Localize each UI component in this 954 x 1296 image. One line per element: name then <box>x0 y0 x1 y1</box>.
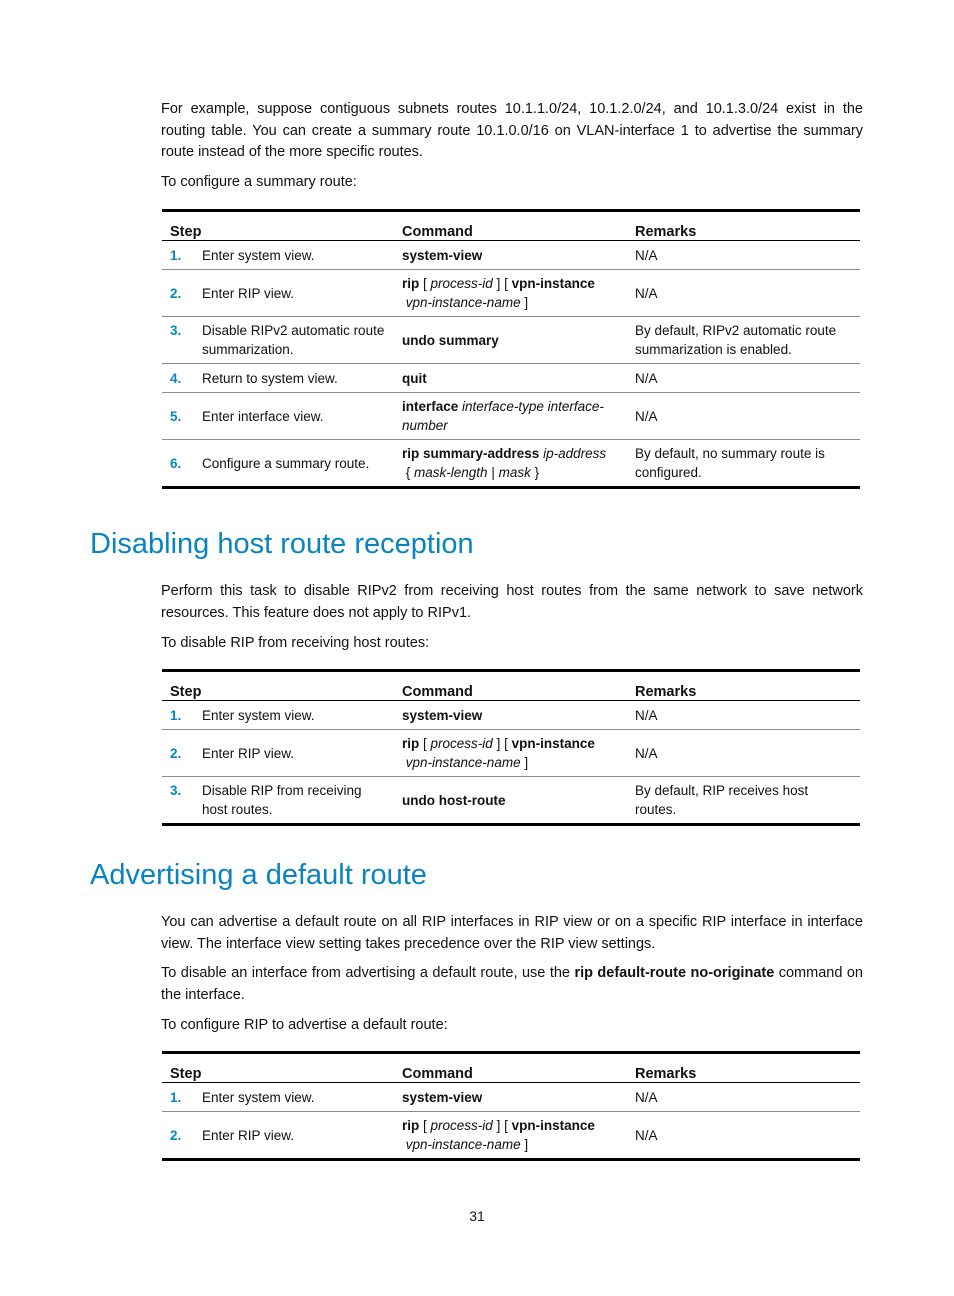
page-number: 31 <box>469 1208 485 1224</box>
command-keyword: system-view <box>402 247 483 263</box>
step-number: 1. <box>170 707 182 723</box>
command-argument: vpn-instance-name <box>405 1137 521 1152</box>
step-text: Enter system view. <box>202 1089 315 1105</box>
step-text: Enter system view. <box>202 247 315 263</box>
step-number: 4. <box>170 370 182 386</box>
command-cell <box>394 241 627 270</box>
header-command: Command <box>402 684 473 700</box>
command-keyword: interface <box>402 399 459 414</box>
command-syntax: ] [ <box>492 1118 512 1133</box>
command-argument: mask <box>498 465 531 480</box>
command-syntax: ] <box>520 295 529 310</box>
step-number: 2. <box>170 285 182 301</box>
command-syntax: ] <box>520 1137 529 1152</box>
section-title-default-route: Advertising a default route <box>90 859 427 891</box>
step-number: 3. <box>170 323 182 338</box>
remarks-cell: By default, RIPv2 automatic route summarization is enabled. <box>635 323 837 357</box>
command-argument: mask-length <box>414 465 488 480</box>
table-row <box>162 364 860 393</box>
remarks-cell: N/A <box>635 285 658 301</box>
intro-lead-paragraph: To configure a summary route: <box>161 174 357 190</box>
section-title-host-route: Disabling host route reception <box>90 528 474 560</box>
command-syntax: [ <box>419 276 431 291</box>
remarks-cell: By default, RIP receives host routes. <box>635 783 809 817</box>
command-syntax: [ <box>419 1118 431 1133</box>
command-syntax: } <box>530 465 540 480</box>
table-row <box>162 777 860 825</box>
command-argument: ip-address <box>543 446 607 461</box>
remarks-cell: N/A <box>635 1089 658 1105</box>
table-row <box>162 1083 860 1112</box>
command-cell <box>394 393 627 440</box>
command-keyword: undo host-route <box>402 792 506 808</box>
step-cell <box>162 241 394 270</box>
command-cell <box>394 1112 627 1160</box>
step-text: Disable RIP from receiving host routes. <box>202 783 362 817</box>
summary-route-table <box>162 209 860 489</box>
default-route-table <box>162 1051 860 1161</box>
command-syntax: ] <box>520 755 529 770</box>
command-argument: interface-type interface-number <box>402 399 604 433</box>
step-cell <box>162 730 394 777</box>
step-text: Disable RIPv2 automatic route summarization. <box>202 323 385 357</box>
step-cell <box>162 270 394 317</box>
command-keyword: vpn-instance <box>511 736 595 751</box>
header-remarks: Remarks <box>635 224 697 240</box>
step-number: 1. <box>170 247 182 263</box>
command-cell <box>394 364 627 393</box>
host-route-paragraph: Perform this task to disable RIPv2 from receiving host routes from the same network to save network resources. This feature does not apply to RIPv1. <box>161 583 863 621</box>
step-cell <box>162 364 394 393</box>
command-argument: process-id <box>430 1118 493 1133</box>
step-cell <box>162 393 394 440</box>
table-row <box>162 393 860 440</box>
step-number: 1. <box>170 1089 182 1105</box>
command-syntax: [ <box>419 736 431 751</box>
command-keyword: rip <box>402 736 420 751</box>
command-keyword: system-view <box>402 1089 483 1105</box>
table-row <box>162 270 860 317</box>
command-cell <box>394 270 627 317</box>
para2-pre: To disable an interface from advertising a default route, use the <box>161 965 575 981</box>
default-route-lead: To configure RIP to advertise a default route: <box>161 1017 448 1033</box>
para2-command: rip default-route no-originate <box>574 965 775 981</box>
command-keyword: undo summary <box>402 332 499 348</box>
remarks-cell: N/A <box>635 707 658 723</box>
default-route-paragraph: You can advertise a default route on all RIP interfaces in RIP view or on a specific RIP interface in interface view. The interface view setting takes precedence over the RIP view settings. <box>161 914 863 952</box>
command-argument: vpn-instance-name <box>405 295 521 310</box>
intro-example-paragraph: For example, suppose contiguous subnets routes 10.1.1.0/24, 10.1.2.0/24, and 10.1.3.0/24 exist in the routing table. You can create a summary route 10.1.0.0/16 on VLAN-interface 1 to advertise the summary route instead of the more specific routes. <box>161 101 863 160</box>
table-row <box>162 701 860 730</box>
remarks-cell: N/A <box>635 370 658 386</box>
header-remarks: Remarks <box>635 1066 697 1082</box>
header-remarks: Remarks <box>635 684 697 700</box>
remarks-cell: N/A <box>635 247 658 263</box>
command-cell <box>394 440 627 488</box>
step-cell <box>162 1083 394 1112</box>
command-cell <box>394 730 627 777</box>
remarks-cell: N/A <box>635 1127 658 1143</box>
command-keyword: rip <box>402 276 420 291</box>
step-text: Enter RIP view. <box>202 285 295 301</box>
step-text: Enter RIP view. <box>202 1127 295 1143</box>
command-argument: process-id <box>430 276 493 291</box>
step-text: Configure a summary route. <box>202 455 370 471</box>
command-keyword: rip summary-address <box>402 446 540 461</box>
step-text: Return to system view. <box>202 370 338 386</box>
default-route-disable-paragraph <box>161 963 863 1006</box>
remarks-cell: N/A <box>635 745 658 761</box>
step-number: 2. <box>170 1127 182 1143</box>
remarks-cell: By default, no summary route is configured. <box>635 446 825 480</box>
command-keyword: system-view <box>402 707 483 723</box>
step-cell <box>162 1112 394 1160</box>
table-row <box>162 730 860 777</box>
para2-post: command on the interface. <box>161 965 863 1003</box>
table-row <box>162 440 860 488</box>
command-syntax: { <box>402 465 415 480</box>
step-number: 5. <box>170 408 182 424</box>
command-keyword: vpn-instance <box>511 276 595 291</box>
header-command: Command <box>402 1066 473 1082</box>
command-keyword: rip <box>402 1118 420 1133</box>
step-cell <box>162 777 394 825</box>
header-step: Step <box>170 1066 202 1082</box>
table-row <box>162 317 860 364</box>
command-syntax: | <box>487 465 499 480</box>
step-number: 2. <box>170 745 182 761</box>
step-text: Enter RIP view. <box>202 745 295 761</box>
command-cell <box>394 701 627 730</box>
command-keyword: vpn-instance <box>511 1118 595 1133</box>
command-cell <box>394 317 627 364</box>
step-cell <box>162 701 394 730</box>
command-cell <box>394 777 627 825</box>
command-argument: process-id <box>430 736 493 751</box>
header-step: Step <box>170 684 202 700</box>
host-route-table <box>162 669 860 826</box>
step-cell <box>162 317 394 364</box>
remarks-cell: N/A <box>635 408 658 424</box>
step-number: 6. <box>170 455 182 471</box>
command-cell <box>394 1083 627 1112</box>
step-text: Enter interface view. <box>202 408 324 424</box>
table-row <box>162 1112 860 1160</box>
command-argument: vpn-instance-name <box>405 755 521 770</box>
command-syntax: ] [ <box>492 276 512 291</box>
step-text: Enter system view. <box>202 707 315 723</box>
host-route-lead: To disable RIP from receiving host routes: <box>161 635 430 651</box>
command-keyword: quit <box>402 370 427 386</box>
command-syntax: ] [ <box>492 736 512 751</box>
table-row <box>162 241 860 270</box>
header-command: Command <box>402 224 473 240</box>
step-number: 3. <box>170 783 182 798</box>
step-cell <box>162 440 394 488</box>
header-step: Step <box>170 224 202 240</box>
